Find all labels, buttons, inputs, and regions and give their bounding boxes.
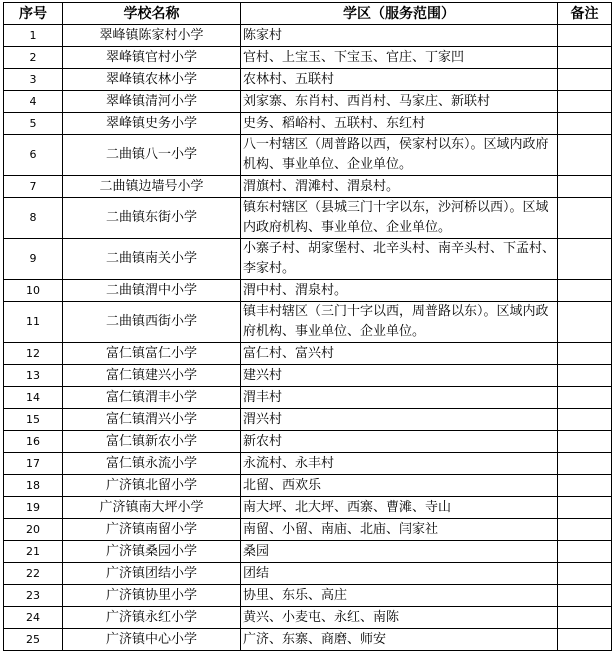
- note-cell: [558, 519, 612, 541]
- school-name: 翠峰镇清河小学: [63, 91, 241, 113]
- row-index: 9: [4, 239, 63, 280]
- note-cell: [558, 585, 612, 607]
- district-area: 八一村辖区（周普路以西，侯家村以东）。区域内政府机构、事业单位、企业单位。: [241, 135, 558, 176]
- note-cell: [558, 91, 612, 113]
- row-index: 4: [4, 91, 63, 113]
- table-row: [4, 475, 612, 497]
- district-area: 渭兴村: [241, 409, 558, 431]
- note-cell: [558, 25, 612, 47]
- school-name: 富仁镇建兴小学: [63, 365, 241, 387]
- district-area: 渭丰村: [241, 387, 558, 409]
- school-name: 二曲镇西街小学: [63, 302, 241, 343]
- school-name: 富仁镇富仁小学: [63, 343, 241, 365]
- row-index: 8: [4, 198, 63, 239]
- district-area: 南大坪、北大坪、西寨、曹滩、寺山: [241, 497, 558, 519]
- row-index: 25: [4, 629, 63, 651]
- school-name: 富仁镇渭丰小学: [63, 387, 241, 409]
- district-area: 南留、小留、南庙、北庙、闫家社: [241, 519, 558, 541]
- table-row: [4, 607, 612, 629]
- note-cell: [558, 239, 612, 280]
- note-cell: [558, 607, 612, 629]
- note-cell: [558, 431, 612, 453]
- district-area: 协里、东乐、高庄: [241, 585, 558, 607]
- row-index: 19: [4, 497, 63, 519]
- district-area: 刘家寨、东肖村、西肖村、马家庄、新联村: [241, 91, 558, 113]
- header-district: 学区（服务范围）: [241, 3, 558, 25]
- table-row: [4, 409, 612, 431]
- table-row: [4, 563, 612, 585]
- district-area: 桑园: [241, 541, 558, 563]
- row-index: 21: [4, 541, 63, 563]
- row-index: 11: [4, 302, 63, 343]
- note-cell: [558, 387, 612, 409]
- school-name: 翠峰镇陈家村小学: [63, 25, 241, 47]
- table-row: [4, 25, 612, 47]
- school-name: 广济镇中心小学: [63, 629, 241, 651]
- note-cell: [558, 453, 612, 475]
- district-area: 渭中村、渭泉村。: [241, 280, 558, 302]
- header-row: [4, 3, 612, 25]
- district-area: 渭旗村、渭滩村、渭泉村。: [241, 176, 558, 198]
- school-name: 翠峰镇官村小学: [63, 47, 241, 69]
- header-note: 备注: [558, 3, 612, 25]
- note-cell: [558, 629, 612, 651]
- header-index: 序号: [4, 3, 63, 25]
- district-area: 建兴村: [241, 365, 558, 387]
- school-name: 广济镇南大坪小学: [63, 497, 241, 519]
- note-cell: [558, 176, 612, 198]
- note-cell: [558, 343, 612, 365]
- district-area: 史务、稻峪村、五联村、东红村: [241, 113, 558, 135]
- school-district-table: [3, 2, 612, 651]
- note-cell: [558, 198, 612, 239]
- header-school: 学校名称: [63, 3, 241, 25]
- school-name: 翠峰镇史务小学: [63, 113, 241, 135]
- table-row: [4, 280, 612, 302]
- row-index: 20: [4, 519, 63, 541]
- school-name: 二曲镇八一小学: [63, 135, 241, 176]
- school-name: 广济镇南留小学: [63, 519, 241, 541]
- district-area: 团结: [241, 563, 558, 585]
- school-name: 富仁镇永流小学: [63, 453, 241, 475]
- note-cell: [558, 302, 612, 343]
- district-area: 富仁村、富兴村: [241, 343, 558, 365]
- table-row: [4, 453, 612, 475]
- district-area: 广济、东寨、商磨、师安: [241, 629, 558, 651]
- school-name: 富仁镇渭兴小学: [63, 409, 241, 431]
- row-index: 13: [4, 365, 63, 387]
- note-cell: [558, 280, 612, 302]
- table-row: [4, 135, 612, 176]
- table-row: [4, 91, 612, 113]
- row-index: 16: [4, 431, 63, 453]
- table-row: [4, 113, 612, 135]
- school-name: 二曲镇边墙号小学: [63, 176, 241, 198]
- table-body: [4, 25, 612, 651]
- school-name: 广济镇团结小学: [63, 563, 241, 585]
- note-cell: [558, 497, 612, 519]
- table-row: [4, 431, 612, 453]
- table-row: [4, 302, 612, 343]
- table-row: [4, 239, 612, 280]
- school-name: 二曲镇渭中小学: [63, 280, 241, 302]
- district-area: 新农村: [241, 431, 558, 453]
- district-area: 官村、上宝玉、下宝玉、官庄、丁家凹: [241, 47, 558, 69]
- school-name: 广济镇协里小学: [63, 585, 241, 607]
- table-row: [4, 519, 612, 541]
- table-row: [4, 585, 612, 607]
- note-cell: [558, 135, 612, 176]
- row-index: 3: [4, 69, 63, 91]
- school-name: 广济镇北留小学: [63, 475, 241, 497]
- row-index: 5: [4, 113, 63, 135]
- district-area: 永流村、永丰村: [241, 453, 558, 475]
- row-index: 17: [4, 453, 63, 475]
- row-index: 7: [4, 176, 63, 198]
- table-row: [4, 69, 612, 91]
- note-cell: [558, 113, 612, 135]
- school-name: 广济镇永红小学: [63, 607, 241, 629]
- table-row: [4, 47, 612, 69]
- table-row: [4, 365, 612, 387]
- school-name: 二曲镇南关小学: [63, 239, 241, 280]
- note-cell: [558, 409, 612, 431]
- note-cell: [558, 475, 612, 497]
- row-index: 12: [4, 343, 63, 365]
- district-area: 陈家村: [241, 25, 558, 47]
- school-name: 广济镇桑园小学: [63, 541, 241, 563]
- note-cell: [558, 563, 612, 585]
- row-index: 24: [4, 607, 63, 629]
- note-cell: [558, 365, 612, 387]
- table-row: [4, 497, 612, 519]
- school-name: 翠峰镇农林小学: [63, 69, 241, 91]
- district-area: 小寨子村、胡家堡村、北辛头村、南辛头村、下孟村、李家村。: [241, 239, 558, 280]
- district-area: 北留、西欢乐: [241, 475, 558, 497]
- row-index: 1: [4, 25, 63, 47]
- row-index: 22: [4, 563, 63, 585]
- note-cell: [558, 541, 612, 563]
- table-row: [4, 629, 612, 651]
- note-cell: [558, 69, 612, 91]
- table-row: [4, 176, 612, 198]
- district-area: 镇丰村辖区（三门十字以西，周普路以东）。区域内政府机构、事业单位、企业单位。: [241, 302, 558, 343]
- row-index: 10: [4, 280, 63, 302]
- row-index: 14: [4, 387, 63, 409]
- row-index: 2: [4, 47, 63, 69]
- table-row: [4, 343, 612, 365]
- note-cell: [558, 47, 612, 69]
- district-area: 黄兴、小麦屯、永红、南陈: [241, 607, 558, 629]
- school-name: 二曲镇东街小学: [63, 198, 241, 239]
- table-row: [4, 541, 612, 563]
- district-area: 农林村、五联村: [241, 69, 558, 91]
- row-index: 23: [4, 585, 63, 607]
- row-index: 15: [4, 409, 63, 431]
- row-index: 6: [4, 135, 63, 176]
- row-index: 18: [4, 475, 63, 497]
- table-row: [4, 198, 612, 239]
- district-area: 镇东村辖区（县城三门十字以东，沙河桥以西）。区域内政府机构、事业单位、企业单位。: [241, 198, 558, 239]
- school-name: 富仁镇新农小学: [63, 431, 241, 453]
- table-row: [4, 387, 612, 409]
